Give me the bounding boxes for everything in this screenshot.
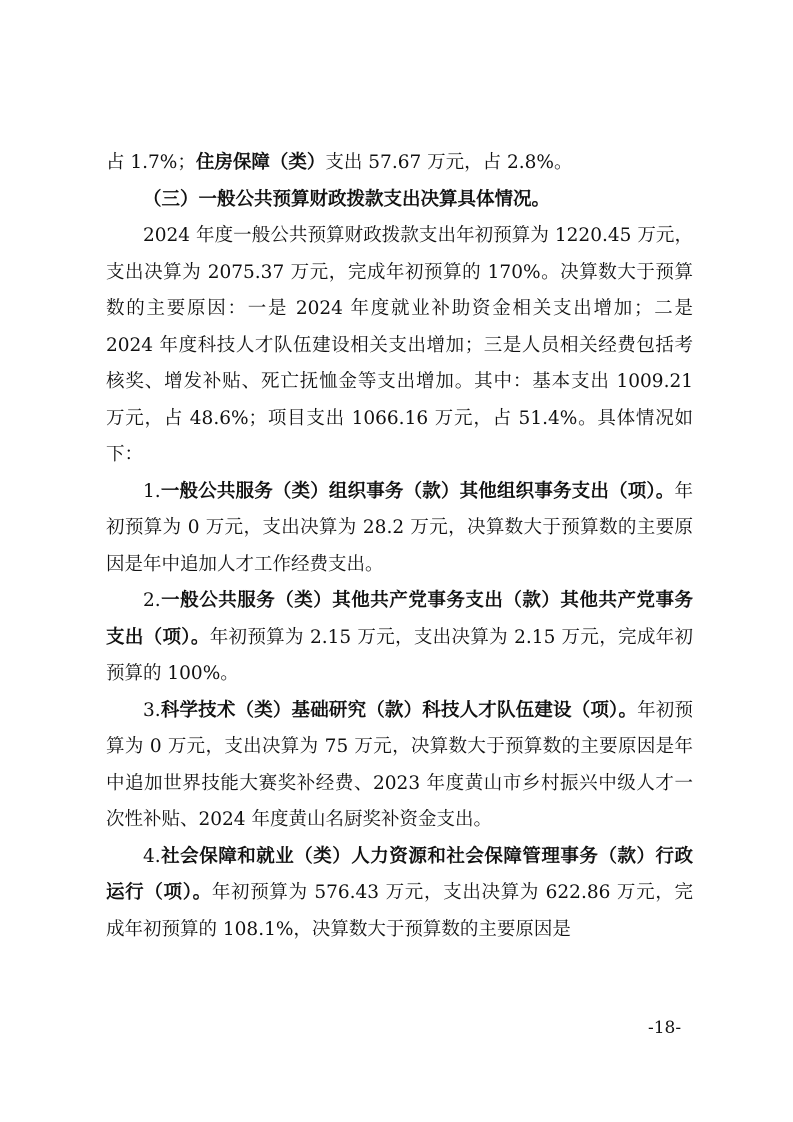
list-item — [106, 839, 693, 949]
item-title: 科学技术（类）基础研究（款）科技人才队伍建设（项）。 — [160, 699, 638, 721]
item-title: 一般公共服务（类）其他共产党事务支出（款）其他共产党事务支出（项）。 — [106, 590, 693, 648]
continuation-text: 占 1.7%； — [106, 152, 196, 173]
item-body: 年初预算为 0 万元，支出决算为 28.2 万元，决算数大于预算数的主要原因是年中追加人才工作经费支出。 — [106, 480, 693, 575]
item-body: 年初预算为 576.43 万元，支出决算为 622.86 万元，完成年初预算的 108.1%，决算数大于预算数的主要原因是 — [106, 882, 693, 940]
paragraph-continuation — [106, 145, 693, 182]
paragraph-overview: 2024 年度一般公共预算财政拨款支出年初预算为 1220.45 万元，支出决算为 2075.37 万元，完成年初预算的 170%。决算数大于预算数的主要原因：一是 2024 年度就业补助资金相关支出增加；二是 2024 年度科技人才队伍建设相关支出增加；三是人员相关经费包括考核奖、增发补贴、死亡抚恤金等支出增加。其中：基本支出 1009.21 万元，占 48.6%；项目支出 1066.16 万元，占 51.4%。具体情况如下： — [106, 225, 693, 465]
item-number: 2. — [143, 590, 161, 611]
list-item — [106, 693, 693, 839]
continuation-text-2: 支出 57.67 万元，占 2.8%。 — [325, 152, 573, 173]
list-item — [106, 583, 693, 693]
section-heading: （三）一般公共预算财政拨款支出决算具体情况。 — [143, 188, 551, 210]
item-title: 一般公共服务（类）组织事务（款）其他组织事务支出（项）。 — [160, 480, 675, 502]
list-item — [106, 474, 693, 584]
item-number: 4. — [143, 845, 161, 867]
item-number: 3. — [143, 699, 161, 721]
item-body: 年初预算为 0 万元，支出决算为 75 万元，决算数大于预算数的主要原因是年中追加世界技能大赛奖补经费、2023 年度黄山市乡村振兴中级人才一次性补贴、2024 年度黄山名厨奖补资金支出。 — [106, 699, 693, 830]
page-number: -18- — [648, 1018, 682, 1038]
body-text — [106, 145, 693, 948]
item-number: 1. — [143, 480, 161, 502]
item-title: 社会保障和就业（类）人力资源和社会保障管理事务（款）行政运行（项）。 — [106, 845, 693, 903]
item-body: 年初预算为 2.15 万元，支出决算为 2.15 万元，完成年初预算的 100%。 — [106, 626, 693, 684]
category-heading: 住房保障（类） — [195, 152, 326, 173]
